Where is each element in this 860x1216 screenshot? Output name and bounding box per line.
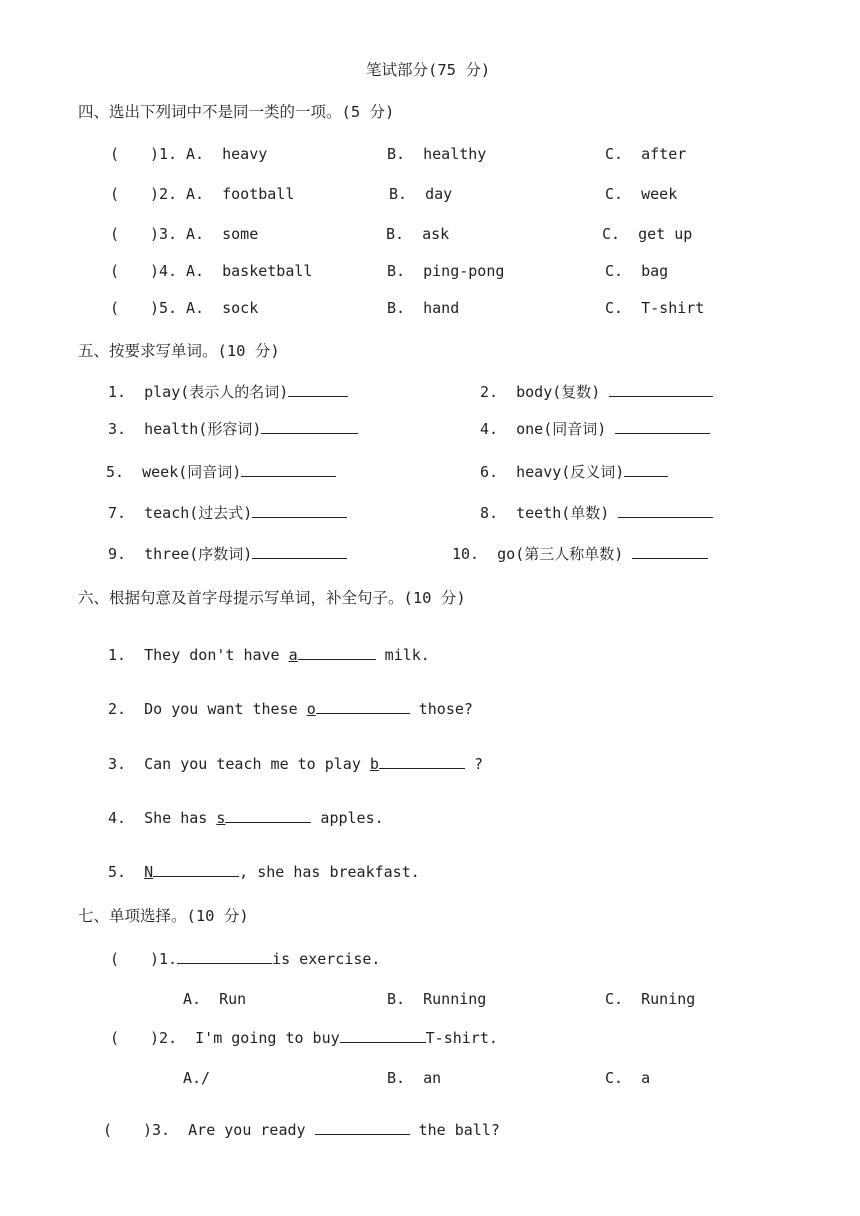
word-task: 2. body(复数) bbox=[480, 382, 713, 402]
option-c: C. T-shirt bbox=[605, 299, 705, 317]
answer-blank[interactable] bbox=[252, 503, 347, 518]
sentence-item: 1. They don't have a milk. bbox=[108, 646, 430, 664]
word-task: 10. go(第三人称单数) bbox=[452, 544, 708, 564]
word-task: 7. teach(过去式) bbox=[108, 503, 347, 523]
option-a: A. Run bbox=[183, 990, 247, 1008]
answer-paren: ( bbox=[110, 1029, 120, 1047]
answer-paren: ( bbox=[110, 299, 120, 317]
answer-blank[interactable] bbox=[340, 1028, 426, 1043]
option-c: C. bag bbox=[605, 262, 669, 280]
answer-paren: ( bbox=[110, 262, 120, 280]
question-line: )1. is exercise. bbox=[150, 950, 381, 968]
answer-blank[interactable] bbox=[618, 503, 713, 518]
answer-blank[interactable] bbox=[315, 1120, 410, 1135]
section4-heading: 四、选出下列词中不是同一类的一项。(5 分) bbox=[78, 103, 395, 121]
question-number: )4. bbox=[150, 262, 178, 280]
section7-heading: 七、单项选择。(10 分) bbox=[78, 907, 249, 925]
answer-blank[interactable] bbox=[609, 382, 713, 397]
answer-paren: ( bbox=[110, 185, 120, 203]
option-a: A. basketball bbox=[186, 262, 313, 280]
answer-blank[interactable] bbox=[153, 862, 239, 877]
option-a: A. some bbox=[186, 225, 259, 243]
option-b: B. day bbox=[389, 185, 453, 203]
sentence-item: 3. Can you teach me to play b ? bbox=[108, 755, 483, 773]
question-line: )2. I'm going to buy T-shirt. bbox=[150, 1029, 498, 1047]
option-a: A. football bbox=[186, 185, 295, 203]
option-b: B. ping-pong bbox=[387, 262, 505, 280]
word-task: 5. week(同音词) bbox=[106, 462, 336, 482]
answer-blank[interactable] bbox=[632, 544, 708, 559]
question-number: )2. bbox=[150, 185, 178, 203]
hint-letter: o bbox=[306, 700, 316, 718]
word-task: 8. teeth(单数) bbox=[480, 503, 713, 523]
hint-letter: N bbox=[144, 863, 154, 881]
sentence-item: 2. Do you want these o those? bbox=[108, 700, 473, 718]
word-task: 1. play(表示人的名词) bbox=[108, 382, 348, 402]
answer-blank[interactable] bbox=[261, 419, 358, 434]
option-b: B. ask bbox=[386, 225, 450, 243]
option-a: A. sock bbox=[186, 299, 259, 317]
option-c: C. week bbox=[605, 185, 678, 203]
answer-blank[interactable] bbox=[615, 419, 710, 434]
option-c: C. Runing bbox=[605, 990, 696, 1008]
word-task: 4. one(同音词) bbox=[480, 419, 710, 439]
answer-paren: ( bbox=[110, 145, 120, 163]
answer-blank[interactable] bbox=[288, 382, 348, 397]
question-line: )3. Are you ready the ball? bbox=[143, 1121, 500, 1139]
word-task: 6. heavy(反义词) bbox=[480, 462, 668, 482]
hint-letter: s bbox=[216, 809, 226, 827]
section5-heading: 五、按要求写单词。(10 分) bbox=[78, 342, 280, 360]
answer-paren: ( bbox=[110, 950, 120, 968]
answer-blank[interactable] bbox=[316, 699, 410, 714]
option-c: C. after bbox=[605, 145, 687, 163]
option-a: A./ bbox=[183, 1069, 211, 1087]
section6-heading: 六、根据句意及首字母提示写单词，补全句子。(10 分) bbox=[78, 589, 466, 607]
question-number: )1. bbox=[150, 145, 178, 163]
hint-letter: a bbox=[288, 646, 298, 664]
option-b: B. hand bbox=[387, 299, 460, 317]
sentence-item: 4. She has s apples. bbox=[108, 809, 384, 827]
answer-blank[interactable] bbox=[252, 544, 347, 559]
answer-blank[interactable] bbox=[624, 462, 668, 477]
answer-blank[interactable] bbox=[241, 462, 336, 477]
option-c: C. get up bbox=[602, 225, 693, 243]
answer-blank[interactable] bbox=[225, 808, 311, 823]
answer-blank[interactable] bbox=[298, 645, 376, 660]
option-b: B. Running bbox=[387, 990, 487, 1008]
word-task: 9. three(序数词) bbox=[108, 544, 347, 564]
question-number: )5. bbox=[150, 299, 178, 317]
answer-paren: ( bbox=[103, 1121, 113, 1139]
hint-letter: b bbox=[369, 755, 379, 773]
option-c: C. a bbox=[605, 1069, 651, 1087]
answer-blank[interactable] bbox=[177, 949, 272, 964]
option-a: A. heavy bbox=[186, 145, 268, 163]
question-number: )3. bbox=[150, 225, 178, 243]
answer-paren: ( bbox=[110, 225, 120, 243]
option-b: B. an bbox=[387, 1069, 442, 1087]
option-b: B. healthy bbox=[387, 145, 487, 163]
answer-blank[interactable] bbox=[379, 754, 465, 769]
page-title: 笔试部分(75 分) bbox=[366, 61, 491, 79]
word-task: 3. health(形容词) bbox=[108, 419, 358, 439]
sentence-item: 5. N , she has breakfast. bbox=[108, 863, 420, 881]
